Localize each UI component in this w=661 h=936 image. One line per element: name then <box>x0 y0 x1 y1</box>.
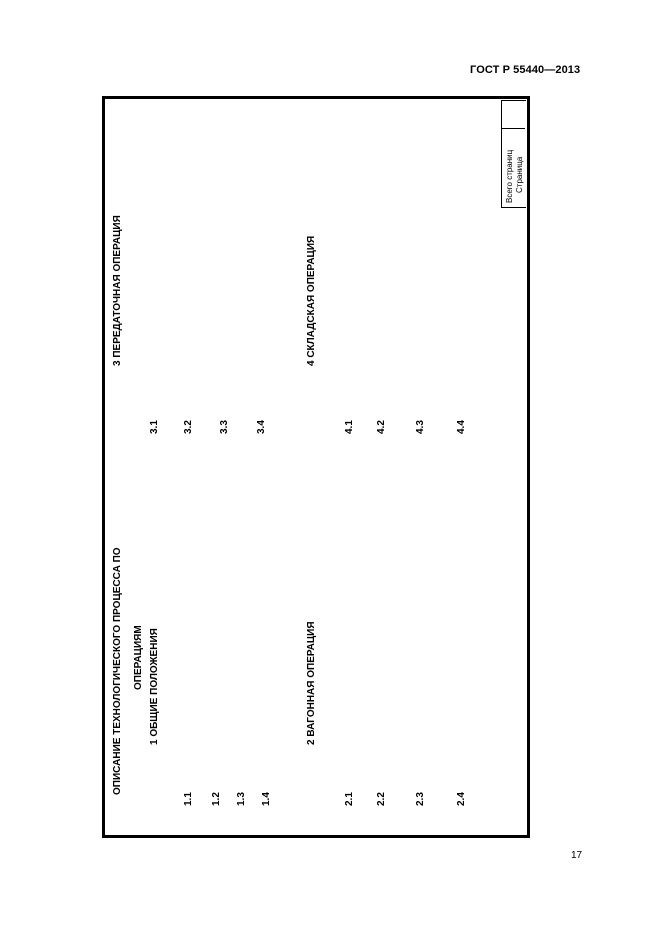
document-title-line1: ОПИСАНИЕ ТЕХНОЛОГИЧЕСКОГО ПРОЦЕССА ПО <box>112 547 123 795</box>
page-number: 17 <box>571 850 583 861</box>
standard-code: ГОСТ Р 55440—2013 <box>470 64 581 76</box>
stamp-page-label: Страница <box>515 156 524 193</box>
document-title-line2: ОПЕРАЦИЯМ <box>133 625 144 690</box>
item-3-3: 3.3 <box>219 420 230 434</box>
item-2-2: 2.2 <box>376 792 387 806</box>
item-4-4: 4.4 <box>456 420 467 434</box>
item-1-1: 1.1 <box>183 792 194 806</box>
item-4-1: 4.1 <box>344 420 355 434</box>
item-2-1: 2.1 <box>344 792 355 806</box>
stamp-total-pages-label: Всего страниц <box>505 149 514 203</box>
section1-heading: 1 ОБЩИЕ ПОЛОЖЕНИЯ <box>149 628 160 745</box>
item-1-4: 1.4 <box>261 792 272 806</box>
item-4-2: 4.2 <box>376 420 387 434</box>
item-4-3: 4.3 <box>415 420 426 434</box>
stamp-divider <box>501 128 525 129</box>
item-3-2: 3.2 <box>183 420 194 434</box>
item-1-3: 1.3 <box>236 792 247 806</box>
section4-heading: 4 СКЛАДСКАЯ ОПЕРАЦИЯ <box>306 235 317 366</box>
item-1-2: 1.2 <box>211 792 222 806</box>
item-2-3: 2.3 <box>415 792 426 806</box>
item-3-4: 3.4 <box>256 420 267 434</box>
item-2-4: 2.4 <box>456 792 467 806</box>
item-3-1: 3.1 <box>149 420 160 434</box>
section2-heading: 2 ВАГОННАЯ ОПЕРАЦИЯ <box>306 621 317 745</box>
section3-heading: 3 ПЕРЕДАТОЧНАЯ ОПЕРАЦИЯ <box>112 215 123 366</box>
